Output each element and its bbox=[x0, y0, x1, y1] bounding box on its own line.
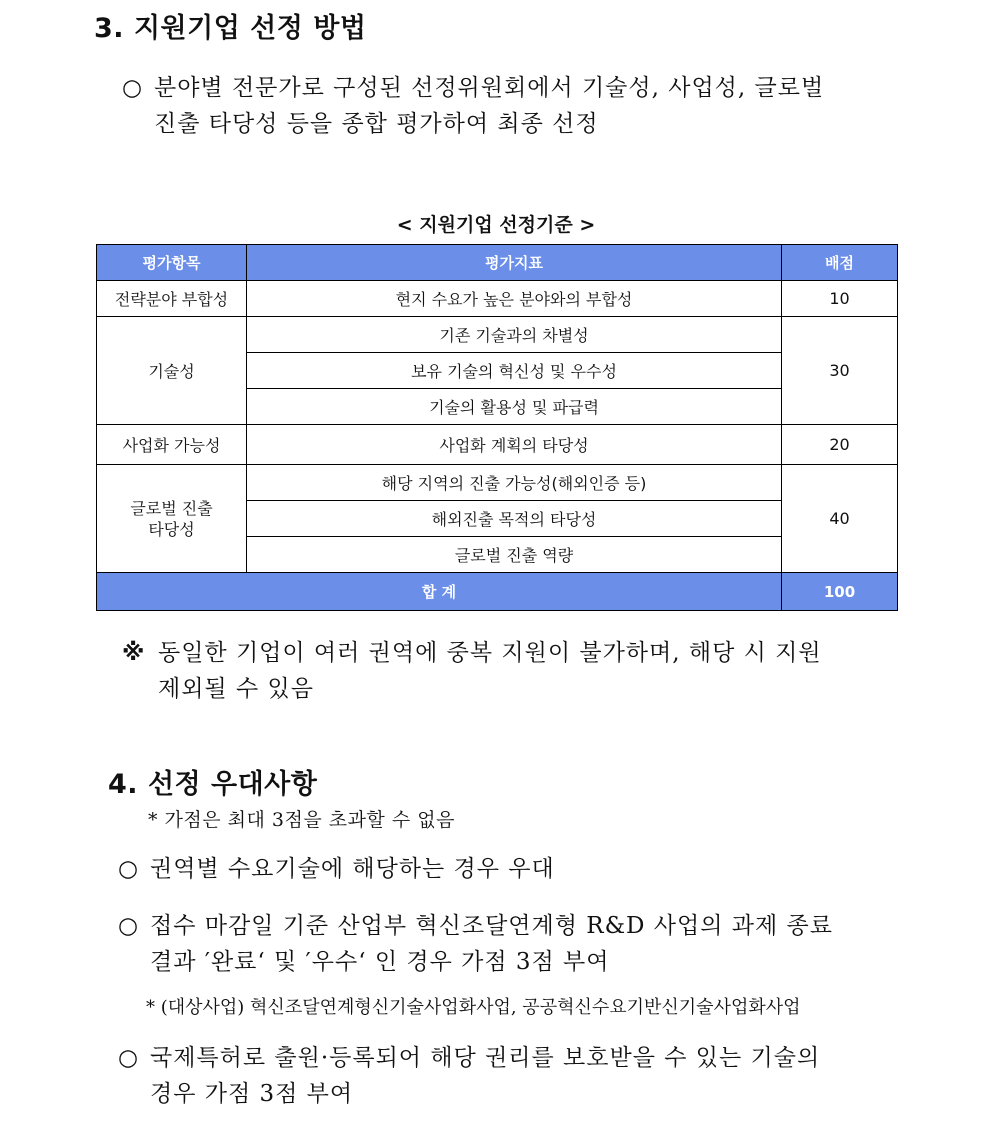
paragraph-line: 진출 타당성 등을 종합 평가하여 최종 선정 bbox=[154, 111, 599, 137]
circle-bullet: ○ bbox=[118, 913, 140, 939]
item-line: 국제특허로 출원·등록되어 해당 권리를 보호받을 수 있는 기술의 bbox=[150, 1045, 821, 1071]
score-cell: 20 bbox=[782, 425, 898, 465]
section-3-title: 3. 지원기업 선정 방법 bbox=[94, 13, 367, 44]
evaluation-indicator: 사업화 계획의 타당성 bbox=[247, 425, 782, 465]
notice-line: 제외될 수 있음 bbox=[158, 676, 314, 702]
evaluation-item bbox=[97, 465, 247, 573]
table-row bbox=[97, 281, 898, 317]
circle-bullet: ○ bbox=[118, 856, 140, 882]
target-programs-note: * (대상사업) 혁신조달연계형신기술사업화사업, 공공혁신수요기반신기술사업화사업 bbox=[146, 997, 801, 1018]
evaluation-item: 사업화 가능성 bbox=[97, 425, 247, 465]
evaluation-indicator: 해당 지역의 진출 가능성(해외인증 등) bbox=[247, 465, 782, 501]
score-cell: 30 bbox=[782, 317, 898, 425]
table-row bbox=[97, 317, 898, 353]
paragraph-line: 분야별 전문가로 구성된 선정위원회에서 기술성, 사업성, 글로벌 bbox=[154, 75, 825, 101]
selection-criteria-table bbox=[96, 244, 898, 611]
evaluation-indicator: 현지 수요가 높은 분야와의 부합성 bbox=[247, 281, 782, 317]
column-header: 평가지표 bbox=[247, 245, 782, 281]
score-cell: 10 bbox=[782, 281, 898, 317]
preference-item-3 bbox=[118, 1040, 908, 1112]
total-row bbox=[97, 573, 898, 611]
item-line: 결과 ′완료‘ 및 ′우수‘ 인 경우 가점 3점 부여 bbox=[150, 949, 610, 975]
selection-method-paragraph bbox=[122, 70, 902, 142]
table-row bbox=[97, 425, 898, 465]
table-row bbox=[97, 465, 898, 501]
table-header-row bbox=[97, 245, 898, 281]
duplicate-notice bbox=[122, 635, 902, 707]
circle-bullet: ○ bbox=[122, 75, 144, 101]
evaluation-indicator: 기존 기술과의 차별성 bbox=[247, 317, 782, 353]
total-label: 합 계 bbox=[97, 573, 782, 611]
item-line: 접수 마감일 기준 산업부 혁신조달연계형 R&D 사업의 과제 종료 bbox=[150, 913, 833, 939]
preference-item-1 bbox=[118, 851, 908, 887]
preference-item-2 bbox=[118, 908, 908, 980]
notice-line: 동일한 기업이 여러 권역에 중복 지원이 불가하며, 해당 시 지원 bbox=[158, 640, 822, 666]
score-cell: 40 bbox=[782, 465, 898, 573]
circle-bullet: ○ bbox=[118, 1045, 140, 1071]
item-line: 글로벌 진출 bbox=[130, 498, 213, 518]
evaluation-indicator: 해외진출 목적의 타당성 bbox=[247, 501, 782, 537]
section-4-title: 4. 선정 우대사항 bbox=[108, 769, 318, 800]
column-header: 평가항목 bbox=[97, 245, 247, 281]
item-line: 타당성 bbox=[148, 519, 195, 539]
evaluation-item: 기술성 bbox=[97, 317, 247, 425]
table-caption: < 지원기업 선정기준 > bbox=[396, 214, 596, 236]
reference-mark-icon: ※ bbox=[122, 640, 146, 666]
item-line: 권역별 수요기술에 해당하는 경우 우대 bbox=[150, 856, 555, 882]
column-header: 배점 bbox=[782, 245, 898, 281]
evaluation-indicator: 보유 기술의 혁신성 및 우수성 bbox=[247, 353, 782, 389]
total-score: 100 bbox=[782, 573, 898, 611]
evaluation-item: 전략분야 부합성 bbox=[97, 281, 247, 317]
bonus-limit-note: * 가점은 최대 3점을 초과할 수 없음 bbox=[148, 809, 455, 831]
item-line: 경우 가점 3점 부여 bbox=[150, 1081, 354, 1107]
evaluation-indicator: 기술의 활용성 및 파급력 bbox=[247, 389, 782, 425]
evaluation-indicator: 글로벌 진출 역량 bbox=[247, 537, 782, 573]
